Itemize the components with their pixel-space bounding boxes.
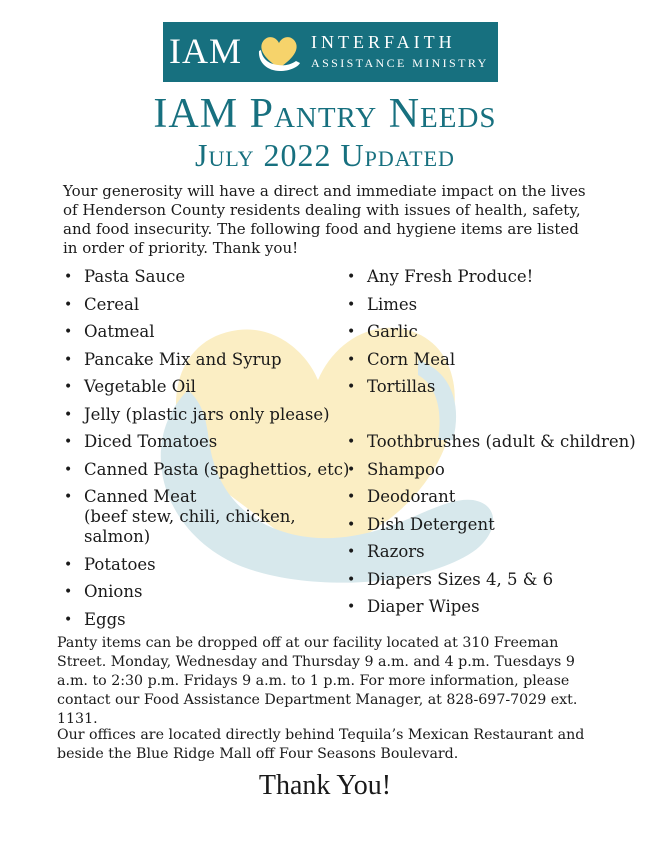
list-item: • Toothbrushes (adult & children) <box>347 432 637 452</box>
list-item: • Vegetable Oil <box>64 377 354 397</box>
iam-logo <box>163 22 498 82</box>
list-item: • Pancake Mix and Syrup <box>64 350 354 370</box>
heart-hand-icon <box>256 33 302 73</box>
food-items-left-list <box>64 267 354 637</box>
list-item: • Onions <box>64 582 354 602</box>
logo-line-interfaith: INTERFAITH <box>311 32 456 52</box>
location-paragraph: Our offices are located directly behind Tequila’s Mexican Restaurant and beside the Blue Ridge Mall off Four Seasons Boulevard. <box>57 727 585 762</box>
canned-meat-label: Canned Meat <box>84 487 197 506</box>
closing-thank-you: Thank You! <box>258 770 392 801</box>
list-item: • Any Fresh Produce! <box>347 267 637 287</box>
dropoff-paragraph: Panty items can be dropped off at our facility located at 310 Freeman Street. Monday, Wednesday and Thursday 9 a.m. and 4 p.m. Tuesdays 9 a.m. to 2:30 p.m. Fridays 9 a.m. to 1 p.m. For more information, please contact our Food Assistance Department Manager, at 828-697-7029 ext. 1131. <box>57 635 578 727</box>
list-item: • Diaper Wipes <box>347 597 637 617</box>
list-item: • Razors <box>347 542 637 562</box>
list-item: • Potatoes <box>64 555 354 575</box>
page-subtitle: July 2022 Updated <box>195 137 455 173</box>
logo-brand: IAM <box>169 31 242 71</box>
list-item: • Corn Meal <box>347 350 637 370</box>
list-item: • Tortillas <box>347 377 637 397</box>
page-title: IAM Pantry Needs <box>153 91 497 137</box>
list-item: • Pasta Sauce <box>64 267 354 287</box>
right-items-list <box>347 267 637 625</box>
list-item: • Diapers Sizes 4, 5 & 6 <box>347 570 637 590</box>
list-item: • Garlic <box>347 322 637 342</box>
list-item: • Dish Detergent <box>347 515 637 535</box>
intro-paragraph: Your generosity will have a direct and immediate impact on the lives of Henderson County residents dealing with issues of health, safety, and food insecurity. The following food and hygiene items are listed in order of priority. Thank you! <box>63 182 586 257</box>
list-item: • Diced Tomatoes <box>64 432 354 452</box>
canned-meat-note: (beef stew, chili, chicken, salmon) <box>84 507 296 546</box>
list-item: • Cereal <box>64 295 354 315</box>
logo-line-assistance-ministry: ASSISTANCE MINISTRY <box>311 56 489 70</box>
list-item: • Jelly (plastic jars only please) <box>64 405 354 425</box>
list-item: • Shampoo <box>347 460 637 480</box>
list-spacer <box>347 405 637 425</box>
list-item <box>64 487 354 547</box>
list-item: • Eggs <box>64 610 354 630</box>
list-item: • Canned Pasta (spaghettios, etc) <box>64 460 354 480</box>
list-item: • Deodorant <box>347 487 637 507</box>
list-item: • Oatmeal <box>64 322 354 342</box>
list-item: • Limes <box>347 295 637 315</box>
